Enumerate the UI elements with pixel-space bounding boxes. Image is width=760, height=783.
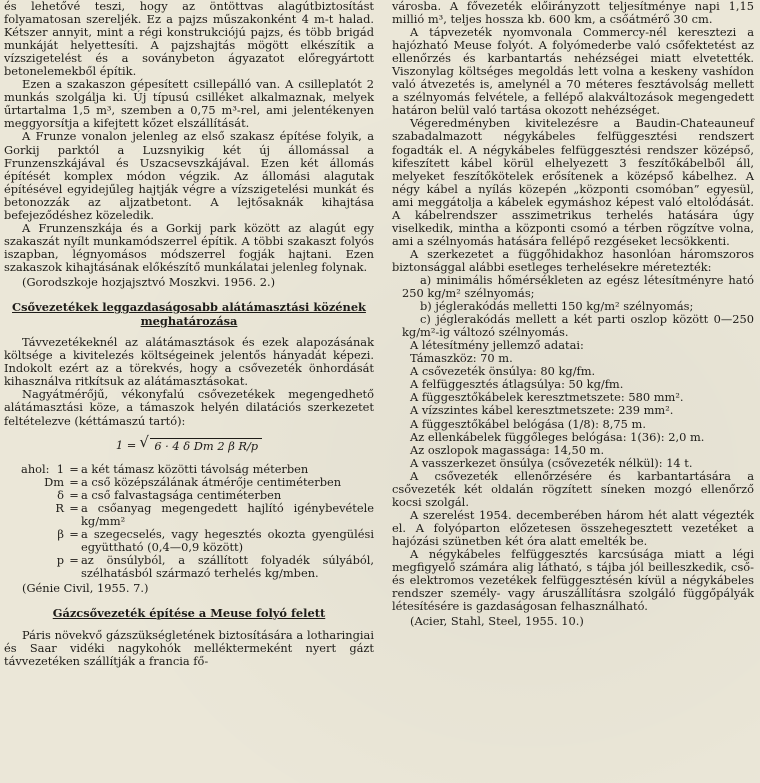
list-item: A vasszerkezet önsúlya (csővezeték nélkül): 14 t. bbox=[410, 455, 693, 470]
specifications-list bbox=[392, 352, 754, 469]
paragraph: A csővezeték ellenőrzésére és karbantartására a csővezeték két oldalán rögzített síneken mozgó ellenőrző kocsi szolgál. bbox=[392, 468, 754, 509]
list-item: A csővezeték önsúlya: 80 kg/fm. bbox=[410, 364, 596, 379]
paragraph: Páris növekvő gázszükségletének biztosítására a lotharingiai és Saar vidéki nagykohók melléktermeként nyert gázt távvezetéken szállítják a francia fő- bbox=[4, 627, 374, 668]
paragraph: A négykábeles felfüggesztés karcsúsága miatt a légi megfigyelő számára alig látható, s tájba jól beilleszkedik, cső- és elektromos vezetékek felfüggesztésén kívül a négykábeles rendszer személy- vagy áruszállításra szolgáló függőpályák létesítésére is gazdaságosan felhasználható. bbox=[392, 546, 754, 614]
definition-text: a csőanyag megengedett hajlító igénybevétele kg/mm² bbox=[81, 500, 374, 528]
symbol: R bbox=[55, 500, 64, 515]
formula bbox=[4, 438, 374, 453]
paragraph: A Frunzenszkája és a Gorkij park között az alagút egy szakaszát nyílt munkamódszerrel építik. A többi szakaszt folyós iszapban, légnyomásos módszerrel fogják hajtani. Ezen szakaszok kihajtásának előkészítő munkálatai jelenleg folynak. bbox=[4, 220, 374, 274]
definition-text: az önsúlyból, a szállított folyadék súlyából, szélhatásból származó terhelés kg/mben. bbox=[81, 552, 374, 580]
list-item: c) jéglerakódás mellett a két parti oszlop között 0—250 kg/m²-ig változó szélnyomás. bbox=[402, 312, 754, 340]
paragraph: Távvezetékeknél az alátámasztások és ezek alapozásának költsége a kivitelezés költségeinek jelentős hányadát képezi. Indokolt ezért az a törekvés, hogy a csővezeték önhordását kihasználva ritkítsuk az alátámasztásokat. bbox=[4, 335, 374, 389]
formula-lhs: 1 = bbox=[115, 437, 137, 452]
paragraph: A létesítmény jellemző adatai: bbox=[410, 338, 584, 353]
symbol: Dm bbox=[44, 474, 64, 489]
definition-row: δ = a cső falvastagsága centiméterben bbox=[4, 489, 374, 502]
list-item: Az ellenkábelek függőleges belógása: 1(36): 2,0 m. bbox=[410, 429, 705, 444]
paragraph: A tápvezeték nyomvonala Commercy-nél keresztezi a hajózható Meuse folyót. A folyómederbe való csőfektetést az ellenőrzés és karbantartás nehézségei miatt elvetették. Viszonylag költséges megoldás lett volna a keskeny vashídon való átvezetés is, amelynél a 70 méteres fesztávolság mellett a szélnyomás felvétele, a fellépő alakváltozások megengedett határon belül való tartása okozott nehézséget. bbox=[392, 25, 754, 118]
symbol: δ bbox=[57, 487, 64, 502]
list-item: a) minimális hőmérsékleten az egész létesítményre ható 250 kg/m² szélnyomás; bbox=[402, 272, 754, 301]
section-heading: Gázcsővezeték építése a Meuse folyó felett bbox=[52, 606, 326, 621]
symbol: β bbox=[57, 526, 64, 541]
definition-text: a két támasz közötti távolság méterben bbox=[81, 461, 309, 476]
paragraph: A Frunze vonalon jelenleg az első szakasz építése folyik, a Gorkij parktól a Luzsnyikig két új állomással a Frunzenszkájával és Uszacsevszkájával. Ezen két állomás építését komplex módon végzik. Az állomási alagutak építésével egyidejűleg hajtják végre a vízszigetelési munkát és betonozzák az aljzatbetont. A lejtősaknák kihajtása befejeződéshez közeledik. bbox=[4, 129, 374, 222]
load-cases bbox=[402, 274, 754, 339]
paragraph: A szerelést 1954. decemberében három hét alatt végezték el. A folyóparton előzetesen összehegesztett vezetéket a hajózási szünetben két óra alatt emelték be. bbox=[392, 507, 754, 548]
list-item: A függesztőkábelek keresztmetszete: 580 mm². bbox=[410, 390, 684, 405]
paragraph: A szerkezetet a függőhidakhoz hasonlóan háromszoros biztonsággal alábbi esetleges terhelésekre méretezték: bbox=[392, 246, 754, 274]
source-citation: (Gorodszkoje hozjajsztvó Moszkvi. 1956. 2.) bbox=[22, 274, 276, 289]
list-item: A vízszintes kábel keresztmetszete: 239 mm². bbox=[410, 403, 674, 418]
definition-row: Dm = a cső középszálának átmérője centiméterben bbox=[4, 476, 374, 489]
definition-row: R = a csőanyag megengedett hajlító igénybevétele kg/mm² bbox=[4, 502, 374, 528]
definition-text: a cső középszálának átmérője centiméterben bbox=[81, 474, 342, 489]
list-item: A felfüggesztés átlagsúlya: 50 kg/fm. bbox=[410, 377, 624, 392]
paragraph: Végeredményben kivitelezésre a Baudin-Chateauneuf szabadalmazott négykábeles felfüggesztési rendszert fogadták el. A négykábeles felfüggesztési rendszer középső, kifeszített kábel körül elhelyezett 3 feszítőkábelből áll, melyeket feszítőkötelek erősítenek a középső kábelhez. A négy kábel a nyílás közepén „központi csomóban” egyesül, ami meggátolja a kábelek egymáshoz képest való eltolódását. A kábelrendszer asszimetrikus terhelés hatására úgy viselkedik, mintha a központi csomó a térben rögzítve volna, ami a szélnyomás hatására fellépő rezgéseket lecsökkenti. bbox=[392, 116, 754, 248]
definitions-intro: ahol: bbox=[21, 461, 50, 476]
symbol: p bbox=[56, 552, 64, 567]
symbol: 1 bbox=[56, 461, 64, 476]
right-column bbox=[392, 0, 754, 632]
list-item: b) jéglerakódás melletti 150 kg/m² szélnyomás; bbox=[420, 299, 694, 314]
definition-row: p = az önsúlyból, a szállított folyadék súlyából, szélhatásból származó terhelés kg/mben. bbox=[4, 554, 374, 580]
section-heading: Csővezetékek leggazdaságosabb alátámasztási közének meghatározása bbox=[12, 300, 366, 328]
symbol-definitions bbox=[4, 463, 374, 580]
definition-row: β = a szegecselés, vagy hegesztés okozta gyengülési együttható (0,4—0,9 között) bbox=[4, 528, 374, 554]
paragraph: és lehetővé teszi, hogy az öntöttvas alagútbiztosítást folyamatosan szereljék. Ez a pajzs műszakonként 4 m-t halad. Kétszer annyit, mint a régi konstrukciójú pajzs, és több brigád munkáját helyettesíti. A pajzshajtás mögött elkészítik a vízszigetelést és a soványbeton ágyazatot előregyártott betonelemekből építik. bbox=[4, 0, 374, 79]
list-item: Támaszköz: 70 m. bbox=[410, 351, 513, 366]
definition-text: a szegecselés, vagy hegesztés okozta gyengülési együttható (0,4—0,9 között) bbox=[81, 526, 374, 554]
definition-row: ahol: 1 = a két támasz közötti távolság méterben bbox=[4, 463, 374, 476]
definition-text: a cső falvastagsága centiméterben bbox=[81, 487, 282, 502]
source-citation: (Génie Civil, 1955. 7.) bbox=[22, 581, 149, 596]
paragraph: Nagyátmérőjű, vékonyfalú csővezetékek megengedhető alátámasztási köze, a támaszok helyén dilatációs szerkezetet feltételezve (kéttámaszú tartó): bbox=[4, 387, 374, 428]
left-column bbox=[4, 0, 374, 668]
source-citation: (Acier, Stahl, Steel, 1955. 10.) bbox=[410, 614, 584, 629]
formula-radical: √ 6 · 4 δ Dm 2 β R/p bbox=[150, 438, 262, 453]
list-item: Az oszlopok magassága: 14,50 m. bbox=[410, 442, 605, 457]
list-item: A függesztőkábel belógása (1/8): 8,75 m. bbox=[410, 416, 646, 431]
paragraph: városba. A fővezeték előirányzott teljesítménye napi 1,15 millió m³, teljes hossza kb. 600 km, a csőátmérő 30 cm. bbox=[392, 0, 754, 27]
paragraph: Ezen a szakaszon gépesített csillepálló van. A csilleplatót 2 munkás szolgálja ki. Új típusú csilléket alkalmaznak, melyek űrtartalma 1,5 m³, szemben a 0,75 m³-rel, ami jelentékenyen meggyorsítja a kifejtett kőzet elszállítását. bbox=[4, 77, 374, 131]
